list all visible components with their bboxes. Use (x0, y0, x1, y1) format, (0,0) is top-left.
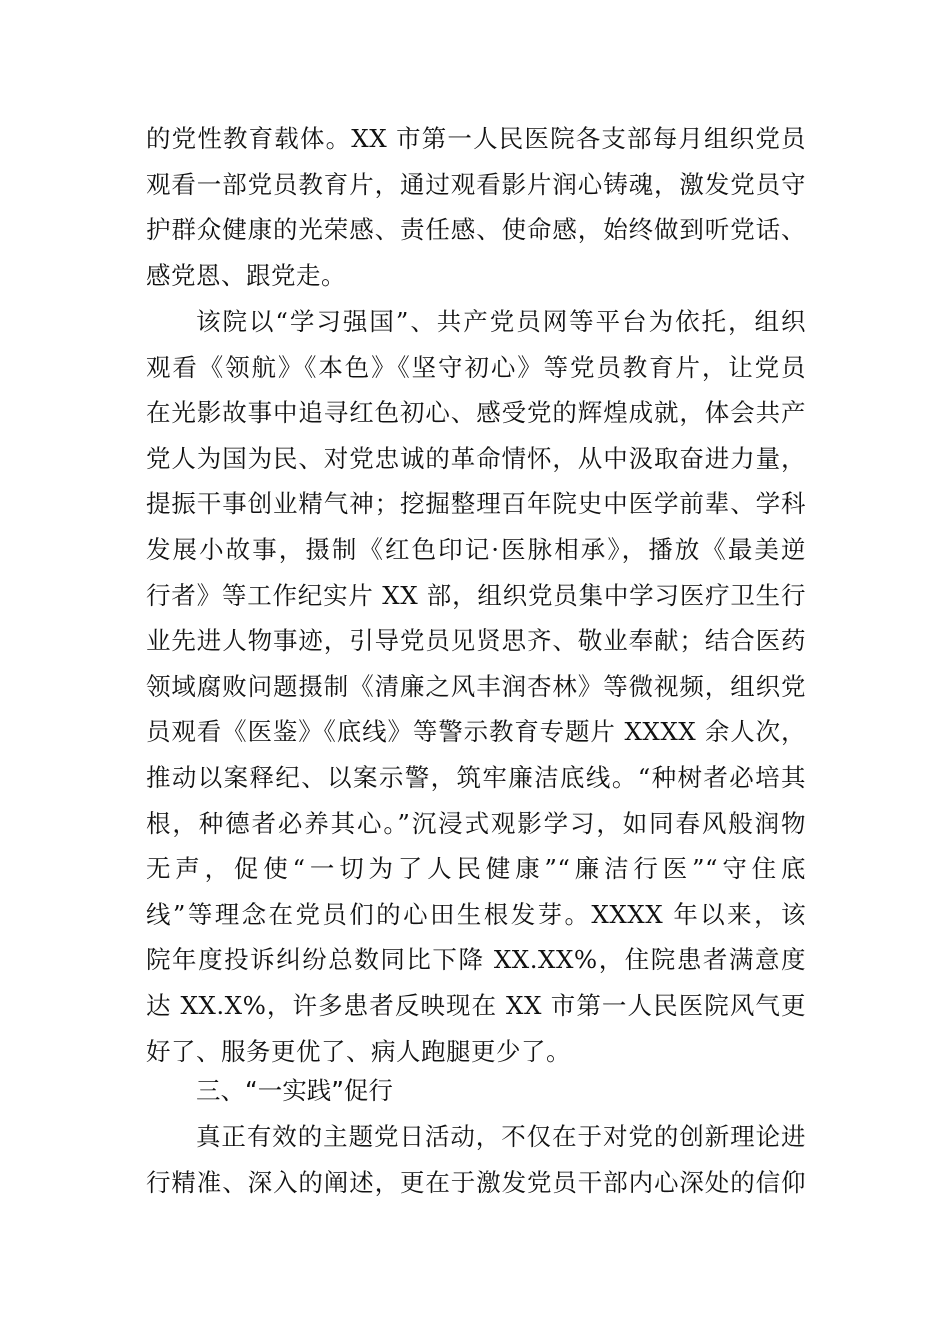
paragraph-line: 无声，促使“一切为了人民健康”“廉洁行医”“守住底 (146, 854, 806, 884)
paragraph-line: 好了、服务更优了、病人跑腿更少了。 (146, 1036, 571, 1066)
paragraph-line: 推动以案释纪、以案示警，筑牢廉洁底线。“种树者必培其 (146, 762, 806, 792)
paragraph-line: 护群众健康的光荣感、责任感、使命感，始终做到听党话、 (146, 215, 806, 245)
paragraph-2 (146, 299, 806, 1074)
paragraph-line: 达 XX.X%，许多患者反映现在 XX 市第一人民医院风气更 (146, 990, 806, 1020)
paragraph-line: 院年度投诉纠纷总数同比下降 XX.XX%，住院患者满意度 (146, 945, 806, 975)
paragraph-line: 根，种德者必养其心。”沉浸式观影学习，如同春风般润物 (146, 808, 806, 838)
paragraph-line: 感党恩、跟党走。 (146, 260, 346, 290)
paragraph-line: 在光影故事中追寻红色初心、感受党的辉煌成就，体会共产 (146, 398, 806, 428)
paragraph-line: 发展小故事，摄制《红色印记·医脉相承》，播放《最美逆 (146, 534, 806, 564)
paragraph-line: 领域腐败问题摄制《清廉之风丰润杏林》等微视频，组织党 (146, 671, 806, 701)
paragraph-line: 业先进人物事迹，引导党员见贤思齐、敬业奉献；结合医药 (146, 626, 806, 656)
paragraph-3 (146, 1114, 806, 1205)
paragraph-line: 观看《领航》《本色》《坚守初心》等党员教育片，让党员 (146, 352, 806, 382)
paragraph-line: 的党性教育载体。XX 市第一人民医院各支部每月组织党员 (146, 124, 806, 153)
paragraph-line: 提振干事创业精气神；挖掘整理百年院史中医学前辈、学科 (146, 489, 806, 519)
paragraph-line: 线”等理念在党员们的心田生根发芽。XXXX 年以来，该 (146, 899, 806, 929)
paragraph-line: 行者》等工作纪实片 XX 部，组织党员集中学习医疗卫生行 (146, 580, 806, 610)
paragraph-line: 真正有效的主题党日活动，不仅在于对党的创新理论进 (196, 1122, 806, 1151)
section-heading: 三、“一实践”促行 (196, 1076, 393, 1105)
paragraph-line: 该院以“学习强国”、共产党员网等平台为依托，组织 (196, 307, 806, 336)
paragraph-line: 员观看《医鉴》《底线》等警示教育专题片 XXXX 余人次， (146, 717, 806, 747)
paragraph-line: 观看一部党员教育片，通过观看影片润心铸魂，激发党员守 (146, 169, 806, 199)
paragraph-line: 党人为国为民、对党忠诚的革命情怀，从中汲取奋进力量， (146, 443, 806, 473)
paragraph-line: 行精准、深入的阐述，更在于激发党员干部内心深处的信仰 (146, 1167, 806, 1197)
paragraph-1 (146, 116, 806, 298)
